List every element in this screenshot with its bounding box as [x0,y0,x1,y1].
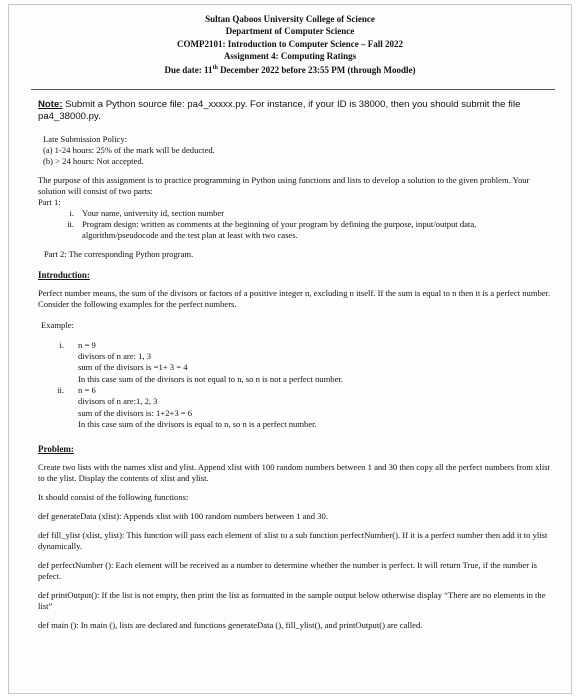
problem-heading: Problem: [38,444,74,455]
late-policy-item: (b) > 24 hours: Not accepted. [43,155,144,166]
note-label: Note: [38,99,63,110]
example-item: ii. n = 6 divisors of n are:1, 2, 3 sum of the divisors is: 1+2+3 = 6 In this case sum of the divisors is equal to n, so n is a perfect number. [42,385,552,430]
problem-paragraph: Create two lists with the names xlist and ylist. Append xlist with 100 random numbers between 1 and 30 then copy all the perfect numbers from xlist to the ylist. Display the contents of xlist and ylist. [38,462,550,484]
example-line: divisors of n are: 1, 3 [78,351,152,362]
introduction-paragraph: Perfect number means, the sum of the divisors or factors of a positive integer n, excluding n itself. If the sum is equal to n then it is a perfect number. Consider the following examples for the perfect numbers. [38,287,551,309]
header-due-date: Due date: 11th December 2022 before 23:55 PM (through Moodle) [164,65,416,76]
purpose-paragraph: The purpose of this assignment is to practice programming in Python using functions and lists to develop a solution to the given problem. Your solution will consist of two parts: [38,174,530,196]
part2-line: Part 2: The corresponding Python program. [44,248,194,259]
example-label: Example: [41,319,74,330]
example-line: n = 6 [78,385,96,395]
late-policy-item: (a) 1-24 hours: 25% of the mark will be deducted. [43,144,215,155]
example-line: In this case sum of the divisors is equal to n, so n is a perfect number. [78,418,317,429]
header-department: Department of Computer Science [225,26,355,37]
function-fill-ylist: def fill_ylist (xlist, ylist): This function will pass each element of xlist to a sub function perfectNumber(). If it is a perfect number then add it to ylist dynamically. [38,530,548,552]
example-line: divisors of n are:1, 2, 3 [78,396,158,407]
document-header [9,13,571,76]
function-perfect-number: def perfectNumber (): Each element will be received as a number to determine whether the number is perfect. It will return True, if the number is pefect. [38,560,537,582]
functions-intro: It should consist of the following functions: [38,492,189,503]
header-divider [31,89,555,90]
submission-note: Note: Submit a Python source file: pa4_xxxxx.py. For instance, if your ID is 38000, then you should submit the file pa4_38000.py. [38,99,521,123]
example-line: n = 9 [78,339,96,350]
header-university: Sultan Qaboos University College of Science [205,14,375,24]
late-policy [43,134,552,167]
part1-list [54,208,552,241]
document-body [38,99,552,631]
header-course: COMP2101: Introduction to Computer Science – Fall 2022 [177,38,403,49]
example-line: sum of the divisors is =1+ 3 = 4 [78,362,188,373]
header-assignment: Assignment 4: Computing Ratings [223,50,357,61]
introduction-heading: Introduction: [38,269,90,280]
document-page [8,4,572,694]
example-item: i. n = 9 divisors of n are: 1, 3 sum of the divisors is =1+ 3 = 4 In this case sum of the divisors is not equal to n, so n is not a perfect number. [42,340,552,385]
function-main: def main (): In main (), lists are declared and functions generateData (), fill_ylist(), and printOutput() are called. [38,620,423,631]
late-policy-title: Late Submission Policy: [43,133,128,144]
list-item: i. Your name, university id, section number [69,207,225,218]
list-item: ii. Program design: written as comments at the beginning of your program by defining the purpose, input/output data, algorithm/pseudocode and the test plan at least with two cases. [67,218,477,240]
function-generate-data: def generateData (xlist): Appends xlist with 100 random numbers between 1 and 30. [38,511,328,522]
function-print-output: def printOutput(): If the list is not empty, then print the list as formatted in the sample output below otherwise display “There are no elements in the list” [38,590,546,612]
example-line: In this case sum of the divisors is not equal to n, so n is not a perfect number. [78,373,343,384]
part1-label: Part 1: [38,196,61,207]
example-line: sum of the divisors is: 1+2+3 = 6 [78,407,193,418]
